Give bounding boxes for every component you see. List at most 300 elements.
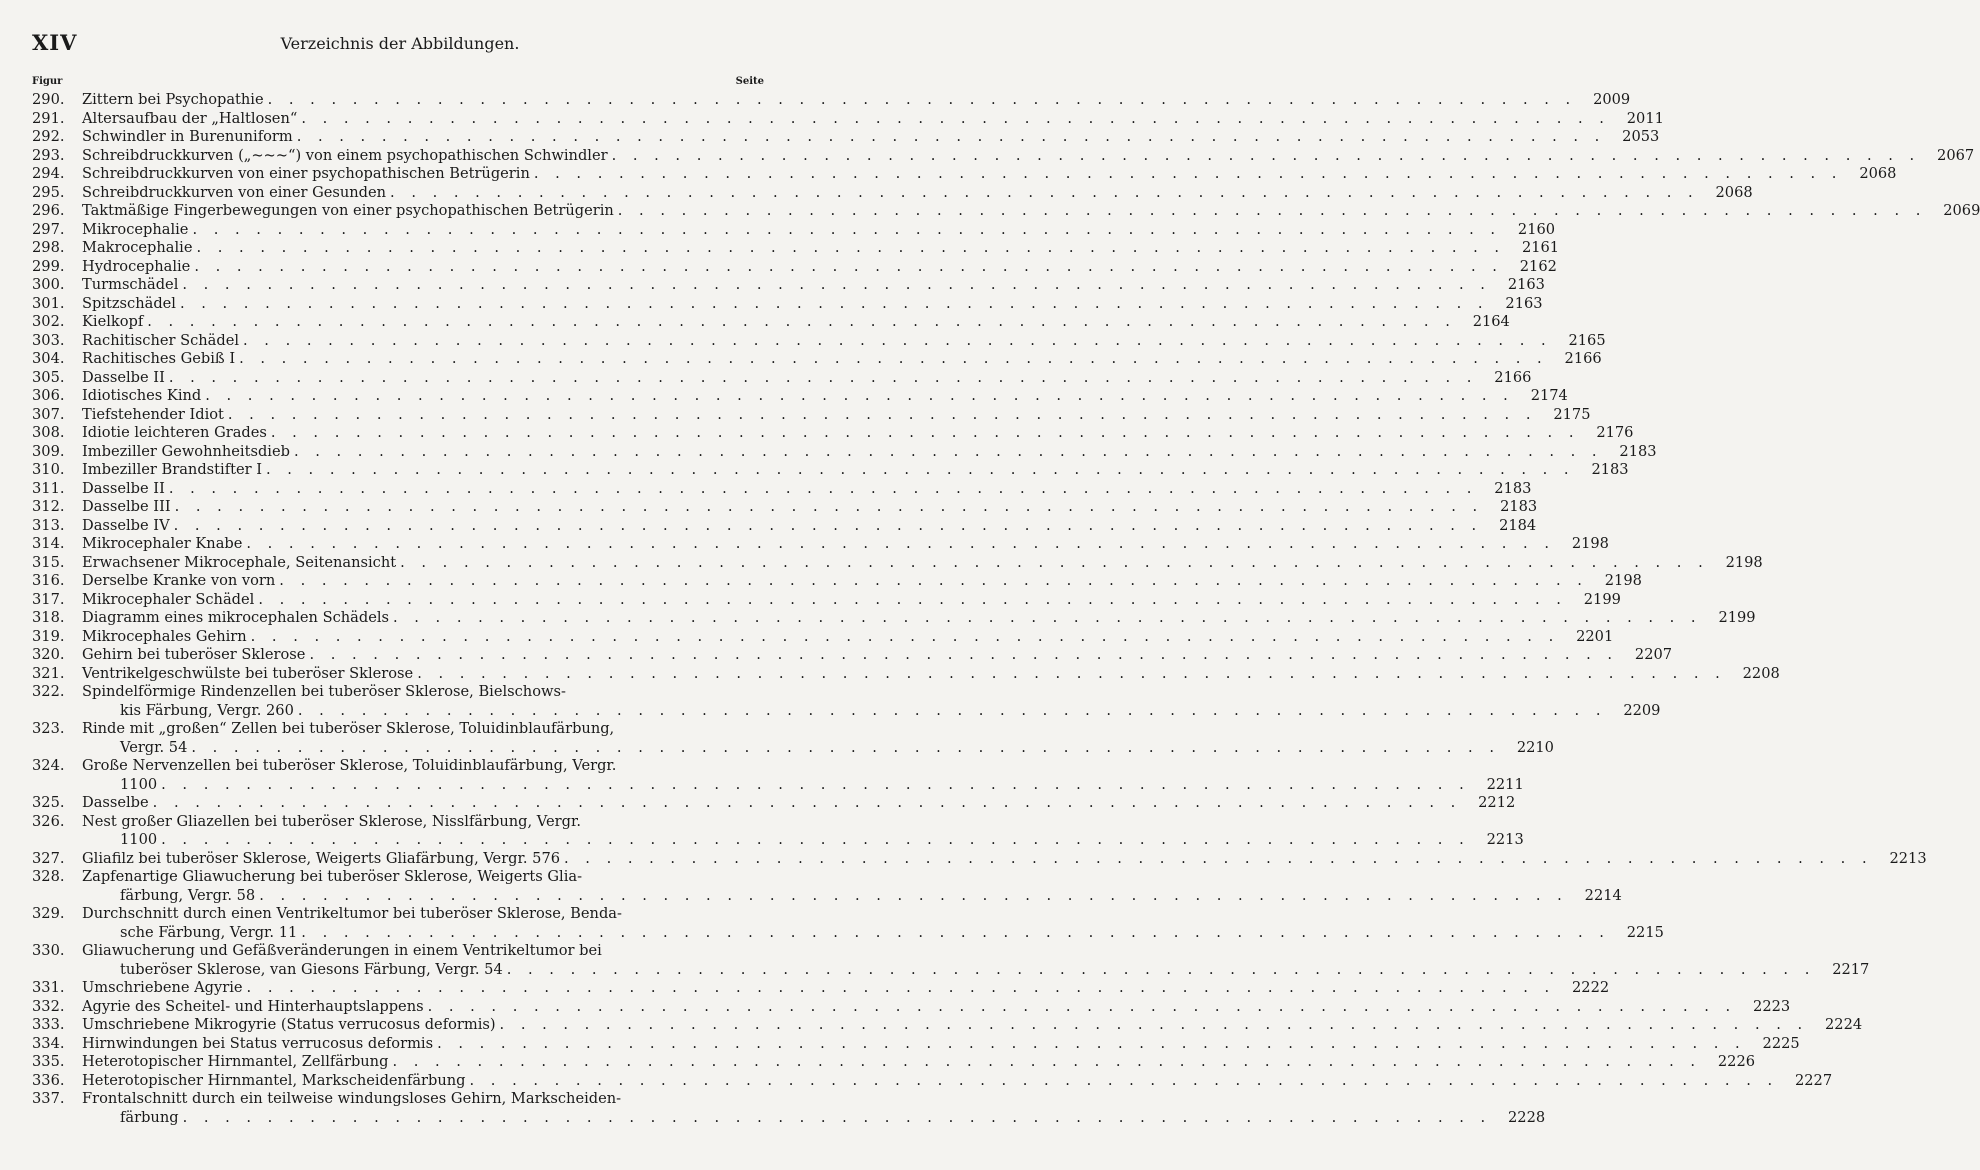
caption-line: Mikrocephalie bbox=[82, 220, 189, 238]
leader-dots: . . . . . . . . . . . . . . . . . . . . . . . . . . . . . . . . . . . . . . . . . . . . . . . . . . . . . . . . . . . . . . bbox=[182, 1108, 1492, 1126]
page-reference: 2164 bbox=[1472, 313, 1510, 330]
figure-caption bbox=[82, 461, 1629, 480]
caption-line: Durchschnitt durch einen Ventrikeltumor bei tuberöser Sklerose, Benda- bbox=[82, 905, 622, 922]
list-item bbox=[32, 572, 1642, 591]
list-item bbox=[32, 220, 1556, 240]
list-item bbox=[32, 905, 1664, 942]
leader-dots: . . . . . . . . . . . . . . . . . . . . . . . . . . . . . . . . . . . . . . . . . . . . . . . . . . . . . . . . . . . . . . bbox=[259, 886, 1568, 904]
list-item bbox=[32, 202, 1980, 221]
figure-caption bbox=[82, 794, 1515, 813]
figure-number: 296. bbox=[32, 202, 65, 219]
list-item bbox=[32, 294, 1543, 314]
caption-line: Idiotie leichteren Grades bbox=[82, 424, 267, 441]
figure-caption bbox=[82, 572, 1642, 591]
figure-caption bbox=[82, 905, 1664, 942]
caption-line: 1100 bbox=[120, 831, 158, 848]
figure-caption bbox=[82, 850, 1927, 869]
list-item bbox=[32, 868, 1622, 905]
figure-caption bbox=[82, 295, 1543, 314]
figure-caption bbox=[82, 258, 1557, 277]
leader-dots: . . . . . . . . . . . . . . . . . . . . . . . . . . . . . . . . . . . . . . . . . . . . . . . . . . . . . . . . . . . . . . bbox=[152, 794, 1462, 811]
leader-dots: . . . . . . . . . . . . . . . . . . . . . . . . . . . . . . . . . . . . . . . . . . . . . . . . . . . . . . . . . . . . . . bbox=[161, 775, 1470, 793]
page-reference: 2215 bbox=[1626, 923, 1664, 941]
figure-number: 293. bbox=[32, 146, 65, 164]
list-item bbox=[32, 553, 1763, 573]
figure-number: 314. bbox=[32, 535, 65, 552]
caption-line: Heterotopischer Hirnmantel, Markscheidenfärbung bbox=[82, 1071, 466, 1089]
page-reference: 2208 bbox=[1742, 664, 1780, 682]
list-item bbox=[32, 849, 1927, 869]
list-item bbox=[32, 942, 1870, 979]
figure-caption bbox=[82, 868, 1622, 905]
figure-caption bbox=[82, 813, 1524, 850]
leader-dots: . . . . . . . . . . . . . . . . . . . . . . . . . . . . . . . . . . . . . . . . . . . . . . . . . . . . . . . . . . . . . . bbox=[611, 146, 1921, 164]
leader-dots: . . . . . . . . . . . . . . . . . . . . . . . . . . . . . . . . . . . . . . . . . . . . . . . . . . . . . . . . . . . . . . bbox=[617, 202, 1927, 219]
page-reference: 2209 bbox=[1623, 701, 1661, 719]
caption-line: Dasselbe III bbox=[82, 498, 171, 515]
page-reference: 2201 bbox=[1576, 627, 1614, 645]
leader-dots: . . . . . . . . . . . . . . . . . . . . . . . . . . . . . . . . . . . . . . . . . . . . . . . . . . . . . . . . . . . . . . bbox=[239, 350, 1548, 367]
page-reference: 2161 bbox=[1521, 239, 1560, 256]
leader-dots: . . . . . . . . . . . . . . . . . . . . . . . . . . . . . . . . . . . . . . . . . . . . . . . . . . . . . . . . . . . . . . bbox=[499, 1016, 1809, 1033]
page-reference: 2199 bbox=[1718, 609, 1756, 626]
figure-number: 336. bbox=[32, 1071, 65, 1089]
caption-line: sche Färbung, Vergr. 11 bbox=[120, 923, 298, 941]
caption-line: Ventrikelgeschwülste bei tuberöser Sklerose bbox=[82, 664, 414, 682]
caption-line: Mikrocephaler Knabe bbox=[82, 535, 243, 552]
leader-dots: . . . . . . . . . . . . . . . . . . . . . . . . . . . . . . . . . . . . . . . . . . . . . . . . . . . . . . . . . . . . . . bbox=[270, 424, 1580, 441]
figure-number: 319. bbox=[32, 627, 65, 645]
figure-number: 303. bbox=[32, 331, 65, 349]
figure-number: 324. bbox=[32, 757, 65, 774]
caption-line: Erwachsener Mikrocephale, Seitenansicht bbox=[82, 553, 397, 571]
figure-number: 305. bbox=[32, 368, 65, 386]
caption-line: Turmschädel bbox=[82, 276, 179, 293]
list-item bbox=[32, 128, 1660, 147]
caption-line: tuberöser Sklerose, van Giesons Färbung, Vergr. 54 bbox=[120, 960, 503, 978]
list-item bbox=[32, 794, 1516, 813]
figure-caption bbox=[82, 239, 1559, 258]
page-reference: 2222 bbox=[1572, 979, 1610, 996]
figure-caption bbox=[82, 591, 1621, 610]
figure-caption bbox=[82, 424, 1633, 443]
figure-number: 290. bbox=[32, 91, 65, 108]
figure-caption bbox=[82, 1035, 1800, 1054]
page-reference: 2212 bbox=[1478, 794, 1516, 811]
caption-line: Hydrocephalie bbox=[82, 257, 191, 275]
caption-line: Frontalschnitt durch ein teilweise windungsloses Gehirn, Markscheiden- bbox=[82, 1090, 622, 1107]
list-item bbox=[32, 590, 1621, 610]
leader-dots: . . . . . . . . . . . . . . . . . . . . . . . . . . . . . . . . . . . . . . . . . . . . . . . . . . . . . . . . . . . . . . bbox=[258, 590, 1567, 608]
leader-dots: . . . . . . . . . . . . . . . . . . . . . . . . . . . . . . . . . . . . . . . . . . . . . . . . . . . . . . . . . . . . . . bbox=[227, 405, 1537, 423]
leader-dots: . . . . . . . . . . . . . . . . . . . . . . . . . . . . . . . . . . . . . . . . . . . . . . . . . . . . . . . . . . . . . . bbox=[296, 128, 1606, 145]
leader-dots: . . . . . . . . . . . . . . . . . . . . . . . . . . . . . . . . . . . . . . . . . . . . . . . . . . . . . . . . . . . . . . bbox=[267, 91, 1577, 108]
list-item bbox=[32, 1034, 1800, 1054]
page-reference: 2223 bbox=[1753, 997, 1791, 1015]
figure-caption bbox=[82, 147, 1974, 166]
figure-caption bbox=[82, 1090, 1545, 1127]
leader-dots: . . . . . . . . . . . . . . . . . . . . . . . . . . . . . . . . . . . . . . . . . . . . . . . . . . . . . . . . . . . . . . bbox=[301, 109, 1610, 127]
leader-dots: . . . . . . . . . . . . . . . . . . . . . . . . . . . . . . . . . . . . . . . . . . . . . . . . . . . . . . . . . . . . . . bbox=[250, 627, 1560, 645]
figure-caption bbox=[82, 313, 1510, 332]
page-reference: 2227 bbox=[1794, 1071, 1833, 1089]
page-reference: 2163 bbox=[1507, 276, 1545, 293]
caption-line: Gehirn bei tuberöser Sklerose bbox=[82, 646, 306, 663]
list-item bbox=[32, 257, 1557, 277]
leader-dots: . . . . . . . . . . . . . . . . . . . . . . . . . . . . . . . . . . . . . . . . . . . . . . . . . . . . . . . . . . . . . . bbox=[182, 276, 1491, 293]
leader-dots: . . . . . . . . . . . . . . . . . . . . . . . . . . . . . . . . . . . . . . . . . . . . . . . . . . . . . . . . . . . . . . bbox=[168, 368, 1478, 386]
list-item bbox=[32, 479, 1532, 499]
figure-caption bbox=[82, 276, 1545, 295]
figure-number: 311. bbox=[32, 479, 65, 497]
page-reference: 2213 bbox=[1486, 831, 1524, 848]
leader-dots: . . . . . . . . . . . . . . . . . . . . . . . . . . . . . . . . . . . . . . . . . . . . . . . . . . . . . . . . . . . . . . bbox=[179, 294, 1489, 312]
figure-number: 322. bbox=[32, 683, 65, 700]
page-number-roman: XIV bbox=[32, 30, 78, 55]
list-item bbox=[32, 720, 1554, 757]
leader-dots: . . . . . . . . . . . . . . . . . . . . . . . . . . . . . . . . . . . . . . . . . . . . . . . . . . . . . . . . . . . . . . bbox=[194, 257, 1503, 275]
figure-number: 294. bbox=[32, 165, 65, 182]
figure-number: 295. bbox=[32, 183, 65, 201]
caption-line: Dasselbe IV bbox=[82, 516, 170, 534]
figure-caption bbox=[82, 350, 1602, 369]
leader-dots: . . . . . . . . . . . . . . . . . . . . . . . . . . . . . . . . . . . . . . . . . . . . . . . . . . . . . . . . . . . . . . bbox=[192, 220, 1502, 238]
page-reference: 2198 bbox=[1571, 535, 1609, 552]
figure-number: 306. bbox=[32, 387, 65, 404]
figure-caption bbox=[82, 165, 1896, 184]
figure-number: 300. bbox=[32, 276, 65, 293]
leader-dots: . . . . . . . . . . . . . . . . . . . . . . . . . . . . . . . . . . . . . . . . . . . . . . . . . . . . . . . . . . . . . . bbox=[168, 479, 1478, 497]
page-reference: 2160 bbox=[1517, 220, 1556, 238]
page-reference: 2183 bbox=[1619, 442, 1657, 460]
page-reference: 2199 bbox=[1583, 590, 1621, 608]
list-item bbox=[32, 627, 1614, 647]
leader-dots: . . . . . . . . . . . . . . . . . . . . . . . . . . . . . . . . . . . . . . . . . . . . . . . . . . . . . . . . . . . . . . bbox=[390, 183, 1699, 201]
caption-line: Heterotopischer Hirnmantel, Zellfärbung bbox=[82, 1053, 389, 1070]
list-item bbox=[32, 997, 1791, 1017]
caption-line: Dasselbe bbox=[82, 794, 149, 811]
list-item bbox=[32, 146, 1975, 166]
figure-caption bbox=[82, 91, 1630, 110]
list-item bbox=[32, 91, 1631, 110]
list-item bbox=[32, 609, 1756, 628]
leader-dots: . . . . . . . . . . . . . . . . . . . . . . . . . . . . . . . . . . . . . . . . . . . . . . . . . . . . . . . . . . . . . . bbox=[205, 387, 1514, 404]
leader-dots: . . . . . . . . . . . . . . . . . . . . . . . . . . . . . . . . . . . . . . . . . . . . . . . . . . . . . . . . . . . . . . bbox=[246, 535, 1555, 552]
figure-caption bbox=[82, 498, 1537, 517]
figure-caption bbox=[82, 221, 1555, 240]
page-reference: 2163 bbox=[1505, 294, 1543, 312]
caption-line: Dasselbe II bbox=[82, 479, 165, 497]
figure-number: 318. bbox=[32, 609, 65, 626]
caption-line: Gliawucherung und Gefäßveränderungen in einem Ventrikeltumor bei bbox=[82, 942, 602, 959]
figure-caption bbox=[82, 110, 1664, 129]
caption-line: Umschriebene Mikrogyrie (Status verrucosus deformis) bbox=[82, 1016, 496, 1033]
figure-caption bbox=[82, 332, 1606, 351]
caption-line: Schreibdruckkurven von einer psychopathischen Betrügerin bbox=[82, 165, 530, 182]
caption-line: Vergr. 54 bbox=[120, 738, 188, 756]
page-reference: 2213 bbox=[1889, 849, 1927, 867]
leader-dots: . . . . . . . . . . . . . . . . . . . . . . . . . . . . . . . . . . . . . . . . . . . . . . . . . . . . . . . . . . . . . . bbox=[309, 646, 1619, 663]
figure-caption bbox=[82, 443, 1657, 462]
caption-line: Gliafilz bei tuberöser Sklerose, Weigerts Gliafärbung, Vergr. 576 bbox=[82, 849, 561, 867]
figure-caption bbox=[82, 202, 1980, 221]
figure-number: 323. bbox=[32, 720, 65, 737]
figure-number: 321. bbox=[32, 664, 65, 682]
leader-dots: . . . . . . . . . . . . . . . . . . . . . . . . . . . . . . . . . . . . . . . . . . . . . . . . . . . . . . . . . . . . . . bbox=[173, 516, 1483, 534]
list-item bbox=[32, 368, 1532, 388]
leader-dots: . . . . . . . . . . . . . . . . . . . . . . . . . . . . . . . . . . . . . . . . . . . . . . . . . . . . . . . . . . . . . . bbox=[427, 997, 1737, 1015]
figure-caption bbox=[82, 998, 1790, 1017]
figure-list bbox=[32, 91, 1980, 1127]
page-reference: 2217 bbox=[1832, 960, 1870, 978]
caption-line: färbung bbox=[120, 1108, 179, 1126]
figure-caption bbox=[82, 517, 1536, 536]
list-item bbox=[32, 165, 1897, 184]
figure-caption bbox=[82, 406, 1590, 425]
caption-line: Imbeziller Gewohnheitsdieb bbox=[82, 442, 290, 460]
caption-line: Dasselbe II bbox=[82, 368, 165, 386]
figure-number: 292. bbox=[32, 128, 65, 145]
leader-dots: . . . . . . . . . . . . . . . . . . . . . . . . . . . . . . . . . . . . . . . . . . . . . . . . . . . . . . . . . . . . . . bbox=[246, 979, 1556, 996]
page-reference: 2009 bbox=[1593, 91, 1631, 108]
caption-line: Rachitischer Schädel bbox=[82, 331, 240, 349]
page-reference: 2068 bbox=[1715, 183, 1753, 201]
figure-number: 291. bbox=[32, 109, 65, 127]
caption-line: Rachitisches Gebiß I bbox=[82, 350, 236, 367]
figure-number: 304. bbox=[32, 350, 65, 367]
list-item bbox=[32, 461, 1629, 480]
caption-line: Rinde mit „großen“ Zellen bei tuberöser Sklerose, Toluidinblaufärbung, bbox=[82, 720, 615, 737]
list-item bbox=[32, 683, 1661, 720]
figure-caption bbox=[82, 387, 1568, 406]
caption-line: Imbeziller Brandstifter I bbox=[82, 461, 262, 478]
figure-caption bbox=[82, 757, 1524, 794]
figure-caption bbox=[82, 1016, 1862, 1035]
caption-line: Diagramm eines mikrocephalen Schädels bbox=[82, 609, 389, 626]
figure-number: 329. bbox=[32, 905, 65, 922]
figure-caption bbox=[82, 979, 1609, 998]
leader-dots: . . . . . . . . . . . . . . . . . . . . . . . . . . . . . . . . . . . . . . . . . . . . . . . . . . . . . . . . . . . . . . bbox=[533, 165, 1843, 182]
caption-line: Taktmäßige Fingerbewegungen von einer psychopathischen Betrügerin bbox=[82, 202, 614, 219]
leader-dots: . . . . . . . . . . . . . . . . . . . . . . . . . . . . . . . . . . . . . . . . . . . . . . . . . . . . . . . . . . . . . . bbox=[293, 442, 1603, 460]
list-item bbox=[32, 1071, 1833, 1091]
figure-number: 333. bbox=[32, 1016, 65, 1033]
figure-caption bbox=[82, 535, 1609, 554]
list-item bbox=[32, 646, 1673, 665]
list-item bbox=[32, 442, 1657, 462]
page-reference: 2069 bbox=[1943, 202, 1980, 219]
list-item bbox=[32, 498, 1538, 517]
caption-line: färbung, Vergr. 58 bbox=[120, 886, 256, 904]
page-reference: 2225 bbox=[1762, 1034, 1800, 1052]
caption-line: Zapfenartige Gliawucherung bei tuberöser Sklerose, Weigerts Glia- bbox=[82, 868, 583, 885]
list-item bbox=[32, 812, 1524, 850]
list-item bbox=[32, 183, 1753, 203]
figure-number: 316. bbox=[32, 572, 65, 589]
caption-line: Schreibdruckkurven von einer Gesunden bbox=[82, 183, 387, 201]
leader-dots: . . . . . . . . . . . . . . . . . . . . . . . . . . . . . . . . . . . . . . . . . . . . . . . . . . . . . . . . . . . . . . bbox=[392, 1053, 1702, 1070]
caption-line: Altersaufbau der „Haltlosen“ bbox=[82, 109, 298, 127]
figure-number: 315. bbox=[32, 553, 65, 571]
leader-dots: . . . . . . . . . . . . . . . . . . . . . . . . . . . . . . . . . . . . . . . . . . . . . . . . . . . . . . . . . . . . . . bbox=[437, 1034, 1746, 1052]
list-item bbox=[32, 1053, 1756, 1072]
list-item bbox=[32, 757, 1524, 794]
leader-dots: . . . . . . . . . . . . . . . . . . . . . . . . . . . . . . . . . . . . . . . . . . . . . . . . . . . . . . . . . . . . . . bbox=[265, 461, 1575, 478]
figure-number: 325. bbox=[32, 794, 65, 811]
leader-dots: . . . . . . . . . . . . . . . . . . . . . . . . . . . . . . . . . . . . . . . . . . . . . . . . . . . . . . . . . . . . . . bbox=[243, 331, 1552, 349]
caption-line: Umschriebene Agyrie bbox=[82, 979, 243, 996]
caption-line: Spitzschädel bbox=[82, 294, 176, 312]
leader-dots: . . . . . . . . . . . . . . . . . . . . . . . . . . . . . . . . . . . . . . . . . . . . . . . . . . . . . . . . . . . . . . bbox=[161, 831, 1470, 848]
figure-number: 313. bbox=[32, 516, 65, 534]
figure-number: 298. bbox=[32, 239, 65, 256]
leader-dots: . . . . . . . . . . . . . . . . . . . . . . . . . . . . . . . . . . . . . . . . . . . . . . . . . . . . . . . . . . . . . . bbox=[417, 664, 1726, 682]
figure-caption bbox=[82, 720, 1554, 757]
figure-number: 302. bbox=[32, 313, 65, 330]
figure-caption bbox=[82, 184, 1753, 203]
leader-dots: . . . . . . . . . . . . . . . . . . . . . . . . . . . . . . . . . . . . . . . . . . . . . . . . . . . . . . . . . . . . . . bbox=[301, 923, 1610, 941]
caption-line: Schwindler in Burenuniform bbox=[82, 128, 293, 145]
caption-line: Mikrocephales Gehirn bbox=[82, 627, 247, 645]
figure-caption bbox=[82, 665, 1780, 684]
figure-caption bbox=[82, 683, 1660, 720]
figure-number: 334. bbox=[32, 1034, 65, 1052]
list-item bbox=[32, 239, 1560, 258]
page-reference: 2165 bbox=[1568, 331, 1606, 349]
leader-dots: . . . . . . . . . . . . . . . . . . . . . . . . . . . . . . . . . . . . . . . . . . . . . . . . . . . . . . . . . . . . . . bbox=[564, 849, 1873, 867]
list-item bbox=[32, 1016, 1863, 1035]
leader-dots: . . . . . . . . . . . . . . . . . . . . . . . . . . . . . . . . . . . . . . . . . . . . . . . . . . . . . . . . . . . . . . bbox=[191, 738, 1500, 756]
page-reference: 2224 bbox=[1825, 1016, 1863, 1033]
figure-caption bbox=[82, 609, 1756, 628]
figure-caption bbox=[82, 128, 1659, 147]
figure-number: 312. bbox=[32, 498, 65, 515]
page-reference: 2174 bbox=[1530, 387, 1568, 404]
figure-number: 308. bbox=[32, 424, 65, 441]
leader-dots: . . . . . . . . . . . . . . . . . . . . . . . . . . . . . . . . . . . . . . . . . . . . . . . . . . . . . . . . . . . . . . bbox=[506, 960, 1816, 978]
page-reference: 2183 bbox=[1591, 461, 1629, 478]
caption-line: Spindelförmige Rindenzellen bei tuberöser Sklerose, Bielschows- bbox=[82, 683, 566, 700]
figure-number: 331. bbox=[32, 979, 65, 996]
figure-number: 307. bbox=[32, 405, 65, 423]
page-reference: 2184 bbox=[1499, 516, 1537, 534]
leader-dots: . . . . . . . . . . . . . . . . . . . . . . . . . . . . . . . . . . . . . . . . . . . . . . . . . . . . . . . . . . . . . . bbox=[147, 313, 1456, 330]
leader-dots: . . . . . . . . . . . . . . . . . . . . . . . . . . . . . . . . . . . . . . . . . . . . . . . . . . . . . . . . . . . . . . bbox=[174, 498, 1484, 515]
figure-caption bbox=[82, 942, 1869, 979]
figure-caption bbox=[82, 1053, 1755, 1072]
page-reference: 2214 bbox=[1584, 886, 1622, 904]
page-title: Verzeichnis der Abbildungen. bbox=[280, 34, 520, 53]
list-item bbox=[32, 331, 1606, 351]
caption-line: kis Färbung, Vergr. 260 bbox=[120, 701, 294, 719]
figure-caption bbox=[82, 554, 1763, 573]
figure-number: 299. bbox=[32, 257, 65, 275]
caption-line: Große Nervenzellen bei tuberöser Sklerose, Toluidinblaufärbung, Vergr. bbox=[82, 757, 617, 774]
caption-line: Nest großer Gliazellen bei tuberöser Sklerose, Nisslfärbung, Vergr. bbox=[82, 812, 581, 830]
caption-line: Agyrie des Scheitel- und Hinterhauptslappens bbox=[82, 997, 424, 1015]
page-reference: 2228 bbox=[1508, 1108, 1546, 1126]
column-label-figur: Figur bbox=[32, 76, 63, 87]
figure-number: 337. bbox=[32, 1090, 65, 1107]
page-reference: 2198 bbox=[1725, 553, 1763, 571]
figure-number: 317. bbox=[32, 590, 65, 608]
leader-dots: . . . . . . . . . . . . . . . . . . . . . . . . . . . . . . . . . . . . . . . . . . . . . . . . . . . . . . . . . . . . . . bbox=[196, 239, 1506, 256]
list-item bbox=[32, 313, 1510, 332]
list-item bbox=[32, 424, 1634, 443]
list-item bbox=[32, 276, 1545, 295]
figure-caption bbox=[82, 646, 1672, 665]
list-item bbox=[32, 516, 1537, 536]
page-reference: 2068 bbox=[1859, 165, 1897, 182]
caption-line: 1100 bbox=[120, 775, 158, 793]
figure-number: 297. bbox=[32, 220, 65, 238]
figure-number: 330. bbox=[32, 942, 65, 959]
page-reference: 2176 bbox=[1596, 424, 1634, 441]
figure-caption bbox=[82, 1072, 1832, 1091]
figure-number: 320. bbox=[32, 646, 65, 663]
figure-number: 335. bbox=[32, 1053, 65, 1070]
page-reference: 2207 bbox=[1634, 646, 1673, 663]
list-item bbox=[32, 387, 1568, 406]
caption-line: Idiotisches Kind bbox=[82, 387, 202, 404]
leader-dots: . . . . . . . . . . . . . . . . . . . . . . . . . . . . . . . . . . . . . . . . . . . . . . . . . . . . . . . . . . . . . . bbox=[400, 553, 1709, 571]
list-item bbox=[32, 535, 1609, 554]
page-reference: 2175 bbox=[1553, 405, 1591, 423]
leader-dots: . . . . . . . . . . . . . . . . . . . . . . . . . . . . . . . . . . . . . . . . . . . . . . . . . . . . . . . . . . . . . . bbox=[392, 609, 1702, 626]
page-reference: 2162 bbox=[1519, 257, 1557, 275]
column-label-seite: Seite bbox=[735, 76, 764, 87]
page-reference: 2183 bbox=[1500, 498, 1538, 515]
caption-line: Schreibdruckkurven („~~~“) von einem psychopathischen Schwindler bbox=[82, 146, 608, 164]
list-item bbox=[32, 109, 1664, 129]
page-reference: 2011 bbox=[1626, 109, 1664, 127]
figure-number: 332. bbox=[32, 997, 65, 1015]
page-reference: 2166 bbox=[1494, 368, 1532, 386]
page-reference: 2183 bbox=[1494, 479, 1532, 497]
page-reference: 2166 bbox=[1564, 350, 1602, 367]
list-item bbox=[32, 979, 1610, 998]
page-reference: 2198 bbox=[1604, 572, 1642, 589]
caption-line: Hirnwindungen bei Status verrucosus deformis bbox=[82, 1034, 434, 1052]
figure-number: 301. bbox=[32, 294, 65, 312]
caption-line: Tiefstehender Idiot bbox=[82, 405, 224, 423]
figure-caption bbox=[82, 480, 1531, 499]
figure-number: 328. bbox=[32, 868, 65, 885]
leader-dots: . . . . . . . . . . . . . . . . . . . . . . . . . . . . . . . . . . . . . . . . . . . . . . . . . . . . . . . . . . . . . . bbox=[469, 1071, 1779, 1089]
figure-caption bbox=[82, 369, 1531, 388]
caption-line: Mikrocephaler Schädel bbox=[82, 590, 255, 608]
page-reference: 2226 bbox=[1717, 1053, 1756, 1070]
figure-number: 309. bbox=[32, 442, 65, 460]
figure-number: 326. bbox=[32, 812, 65, 830]
figure-caption bbox=[82, 628, 1613, 647]
caption-line: Derselbe Kranke von vorn bbox=[82, 572, 276, 589]
list-item bbox=[32, 405, 1591, 425]
page-reference: 2210 bbox=[1516, 738, 1554, 756]
leader-dots: . . . . . . . . . . . . . . . . . . . . . . . . . . . . . . . . . . . . . . . . . . . . . . . . . . . . . . . . . . . . . . bbox=[279, 572, 1588, 589]
list-item bbox=[32, 350, 1602, 369]
caption-line: Kielkopf bbox=[82, 313, 144, 330]
caption-line: Zittern bei Psychopathie bbox=[82, 91, 264, 108]
page-reference: 2211 bbox=[1486, 775, 1524, 793]
caption-line: Makrocephalie bbox=[82, 239, 193, 256]
list-item bbox=[32, 664, 1780, 684]
page-reference: 2053 bbox=[1622, 128, 1660, 145]
figure-number: 310. bbox=[32, 461, 65, 478]
list-item bbox=[32, 1090, 1546, 1127]
page-reference: 2067 bbox=[1937, 146, 1975, 164]
figure-number: 327. bbox=[32, 849, 65, 867]
